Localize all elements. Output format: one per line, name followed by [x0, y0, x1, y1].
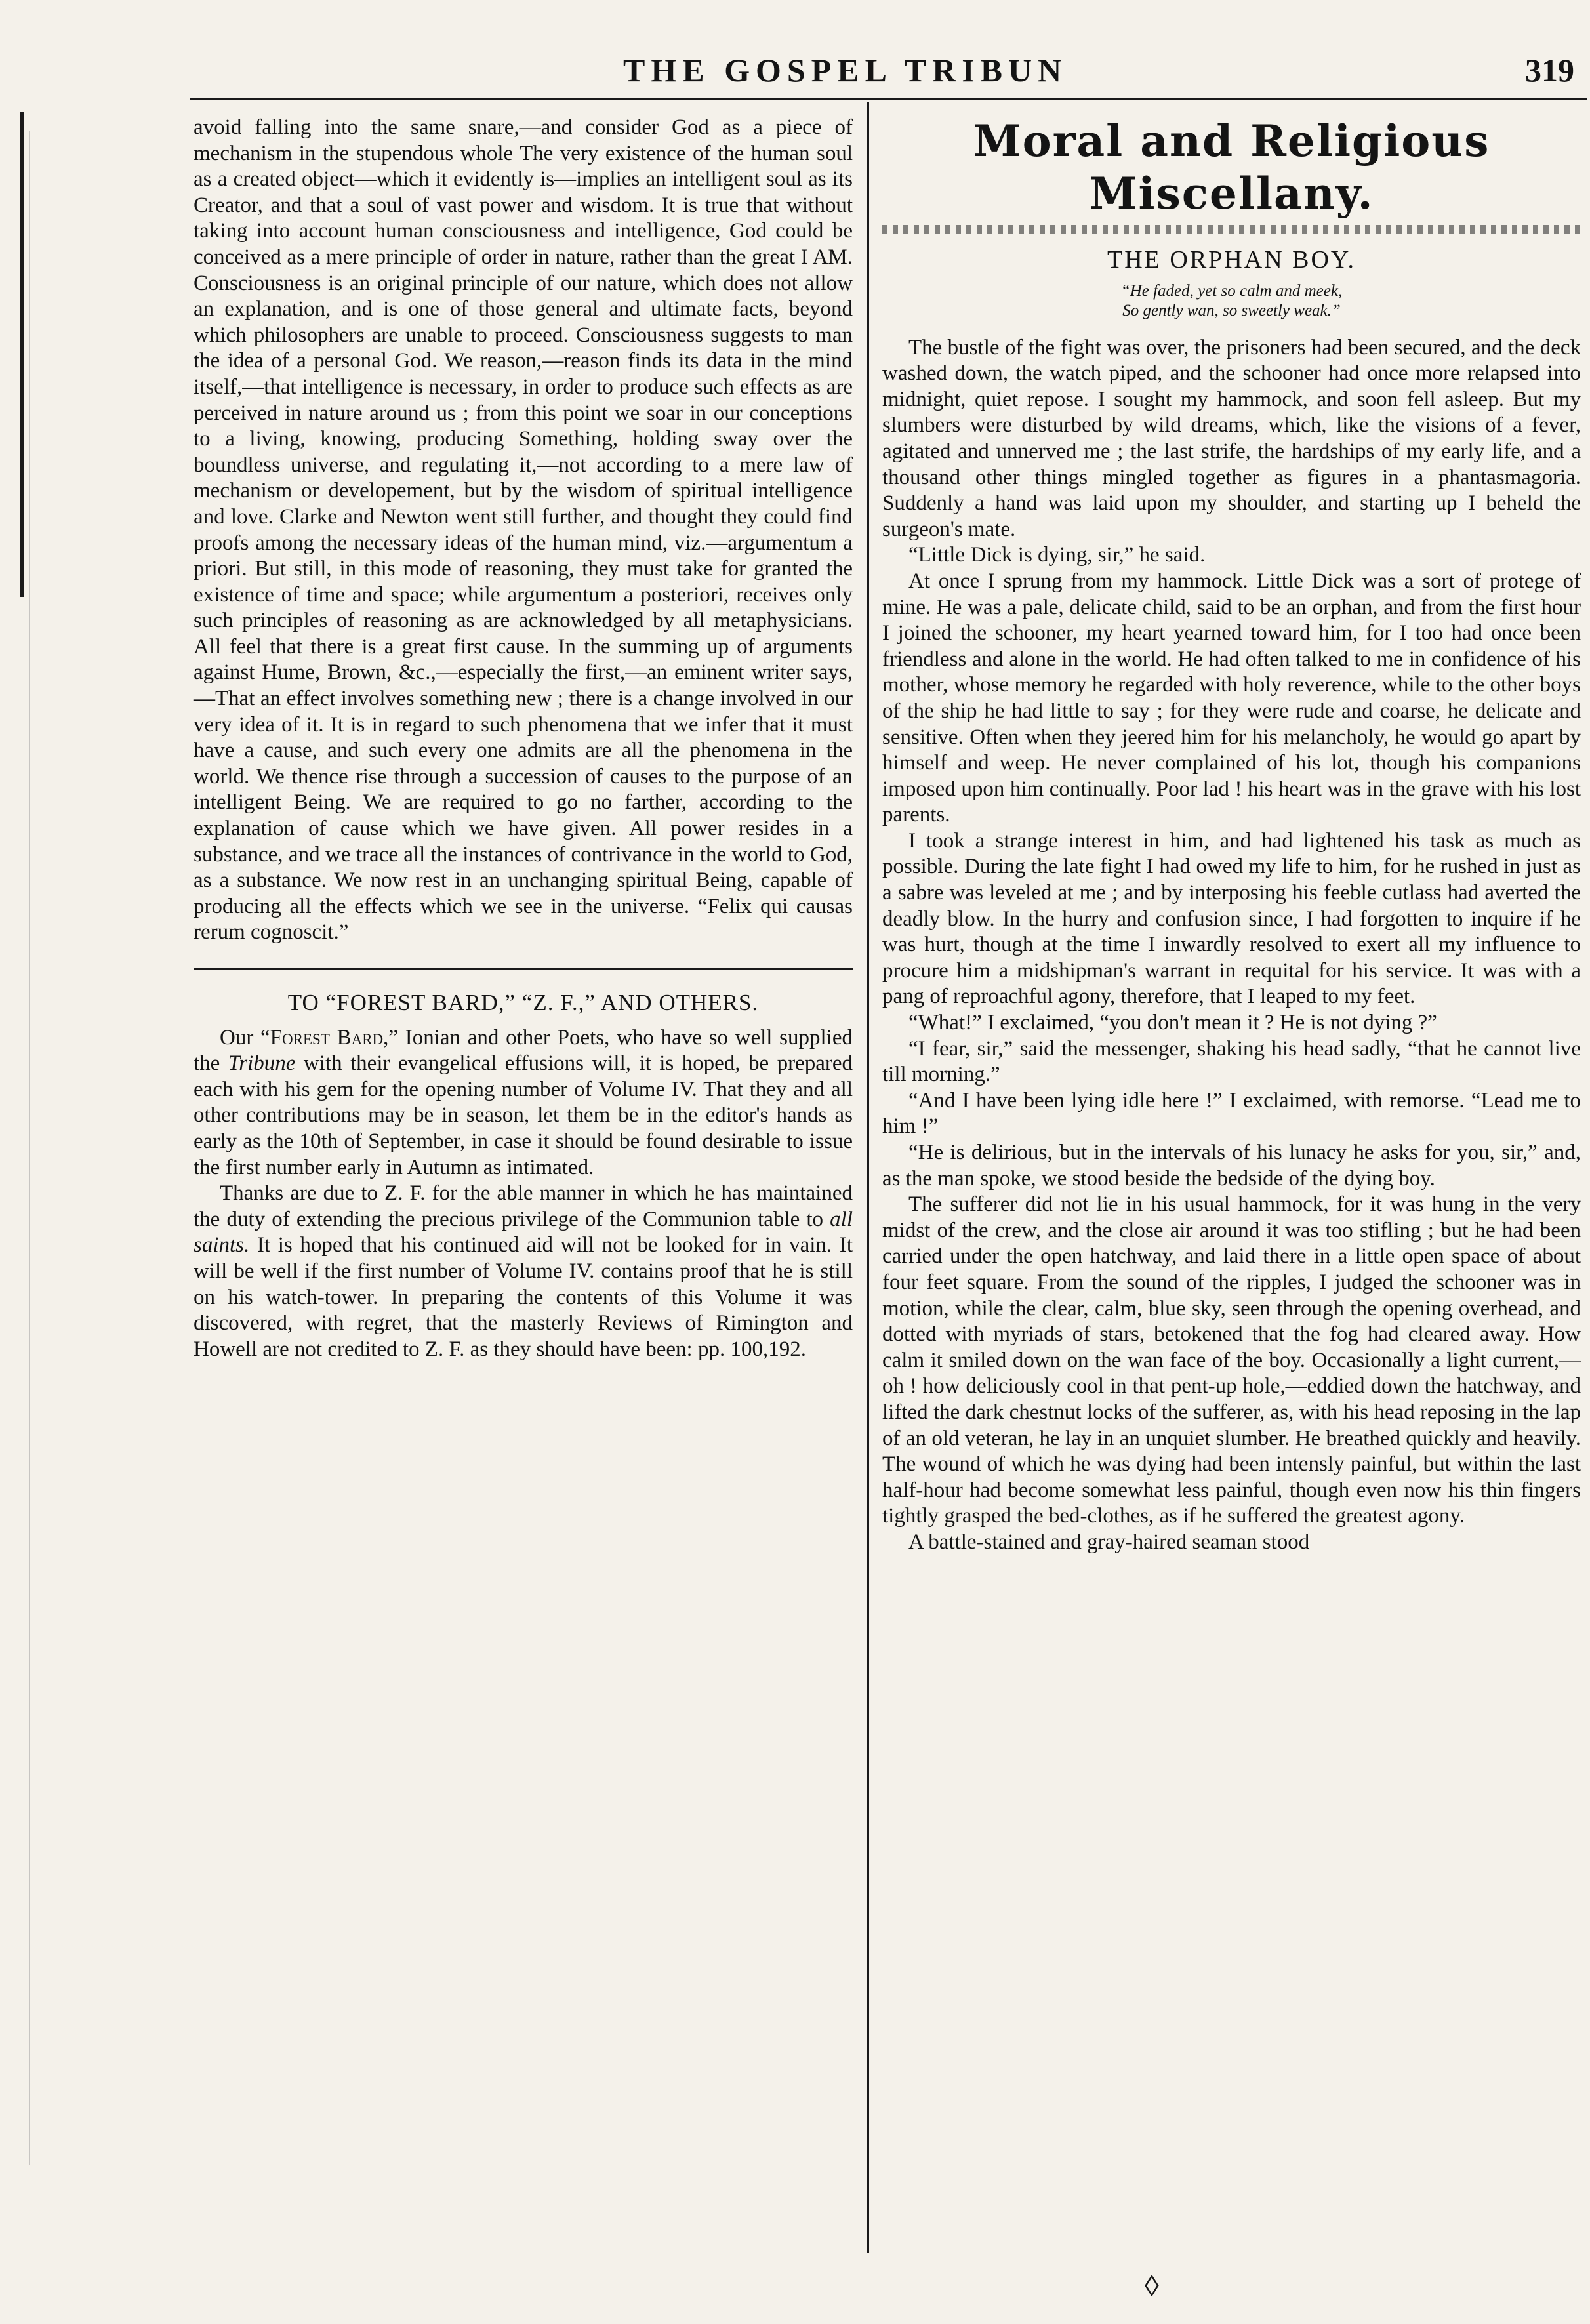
notice-heading: TO “FOREST BARD,” “Z. F.,” AND OTHERS.: [287, 990, 759, 1015]
story-paragraph: The sufferer did not lie in his usual hammock, for it was hung in the very midst of the crew, and the close air around it was too stifling ; but he had been carried under the open hatchway, and laid there in a little open space of about four feet square. From the sound of the ripples, I judged the schooner was in motion, while the clear, calm, blue sky, seen through the opening overhead, and dotted with myriads of stars, betokened that the fog had cleared away. How calm it smiled down on the wan face of the boy. Occasionally a light current,—oh ! how deliciously cool in that pent-up hole,—eddied down the hatchway, and lifted the dark chestnut locks of the sufferer, as, with his head reposing in the lap of an old veteran, he lay in an unquiet slumber. He breathed quickly and heavily. The wound of which he was dying had been intensly painful, but within the last half-hour had become somewhat less painful, though even now his thin fingers tightly grasped the bed-clothes, as if he suffered the greatest agony.: [882, 1193, 1581, 1528]
story-paragraph: I took a strange interest in him, and had lightened his task as much as possible. During the late fight I had owed my life to him, for he rushed in just as a sabre was leveled at me ; and by interposing his feeble cutlass had averted the deadly blow. In the hurry and confusion since, I had forgotten to inquire if he was hurt, though at the time I inwardly resolved to exert all my influence to procure him a midshipman's warrant in requital for his service. It was with a pang of reproachful agony, therefore, that I leaped to my feet.: [882, 828, 1581, 1009]
forest-bard-name: Forest Bard: [270, 1025, 384, 1050]
journal-name: Tribune: [228, 1051, 296, 1076]
story-paragraph: At once I sprung from my hammock. Little Dick was a sort of protege of mine. He was a pale, delicate child, said to be an orphan, and from the first hour I joined the schooner, my heart yearned toward him, for I too had once been friendless and alone in the world. He had often talked to me in confidence of his mother, whose memory he regarded with holy reverence, while to the other boys of the ship he had little to say ; for they were rude and coarse, he delicate and sensitive. Often when they jeered him for his melancholy, he would go apart by himself and weep. He never complained of his lot, though his companions imposed upon him continually. Poor lad ! his heart was in the grave with his lost parents.: [882, 569, 1581, 827]
story-paragraph: “And I have been lying idle here !” I exclaimed, with remorse. “Lead me to him !”: [882, 1088, 1581, 1139]
margin-ink-mark: [20, 112, 24, 597]
story-paragraph: “What!” I exclaimed, “you don't mean it ? He is not dying ?”: [908, 1011, 1437, 1035]
right-column: [882, 115, 1581, 1556]
story-paragraph: “He is delirious, but in the intervals of his lunacy he asks for you, sir,” and, as the man spoke, we stood beside the bedside of the dying boy.: [882, 1141, 1581, 1191]
story-title: THE ORPHAN BOY.: [1107, 246, 1356, 274]
notice-paragraph-2: Thanks are due to Z. F. for the able manner in which he has maintained the duty of extending the precious privilege of the Communion table to all saints. It is hoped that his continued aid will not be looked for in vain. It will be well if the first number of Volume IV. contains proof that he is still on his watch-tower. In preparing the contents of this Volume it was discovered, with regret, that the masterly Reviews of Rimington and Howell are not credited to Z. F. as they should have been: pp. 100,192.: [194, 1181, 853, 1361]
left-column: [194, 115, 853, 1362]
wavy-rule: [882, 225, 1581, 234]
epigraph-line-2: So gently wan, so sweetly weak.”: [1122, 301, 1341, 319]
page-header: [197, 39, 1587, 98]
story-paragraph: “I fear, sir,” said the messenger, shaking his head sadly, “that he cannot live till morning.”: [882, 1036, 1581, 1087]
epigraph: [882, 281, 1581, 321]
section-rule: [194, 968, 853, 970]
story-paragraph: “Little Dick is dying, sir,” he said.: [908, 543, 1206, 567]
all-saints-phrase: all saints.: [194, 1207, 853, 1257]
story-paragraph: A battle-stained and gray-haired seaman stood: [908, 1530, 1310, 1554]
header-rule: [190, 98, 1587, 100]
column-divider: [867, 102, 869, 2253]
epigraph-line-1: “He faded, yet so calm and meek,: [1120, 281, 1343, 300]
page-number: 319: [1525, 52, 1574, 89]
margin-fold-line: [29, 131, 30, 2165]
notice-paragraph-1: Our “Forest Bard,” Ionian and other Poets, who have so well supplied the Tribune with their evangelical effusions will, it is hoped, be prepared each with his gem for the opening number of Volume IV. That they and all other contributions may be in season, let them be in the editor's hands as early as the 10th of September, in case it should be found desirable to issue the first number early in Autumn as intimated.: [194, 1025, 853, 1179]
miscellany-heading: Moral and Religious Miscellany.: [973, 115, 1490, 219]
story-paragraph: The bustle of the fight was over, the prisoners had been secured, and the deck washed down, the watch piped, and the schooner had once more relapsed into midnight, quiet repose. I sought my hammock, and soon fell asleep. But my slumbers were disturbed by wild dreams, which, like the visions of a fever, agitated and unnerved me ; the last strife, the hardships of my early life, and a thousand other things mingled together as figures in a phantasmagoria. Suddenly a hand was laid upon my shoulder, and starting up I beheld the surgeon's mate.: [882, 335, 1581, 541]
running-title: THE GOSPEL TRIBUN: [623, 52, 1068, 89]
footer-ornament: ◊: [1145, 2270, 1159, 2302]
continued-paragraph: avoid falling into the same snare,—and consider God as a piece of mechanism in the stupendous whole The very existence of the human soul as a created object—which it evidently is—implies an intelligent soul as its Creator, and that a soul of vast power and wisdom. It is true that without taking into account human consciousness and intelligence, God could be conceived as a mere principle of order in nature, rather than the great I AM. Consciousness is an original principle of our nature, which does not allow an explanation, and is one of those general and ultimate facts, beyond which philosophers are unable to proceed. Consciousness suggests to man the idea of a personal God. We reason,—reason finds its data in the mind itself,—that intelligence is necessary, in order to produce such effects as are perceived in nature around us ; from this point we soar in our conceptions to a living, knowing, producing Something, holding sway over the boundless universe, and regulating it,—not according to a mere law of mechanism or developement, but by the wisdom of spiritual intelligence and love. Clarke and Newton went still further, and thought they could find proofs among the necessary ideas of the human mind, viz.—argumentum a priori. But still, in this mode of reasoning, they must take for granted the existence of time and space; while argumentum a posteriori, receives only such principles of reasoning as are acknowledged by all metaphysicians. All feel that there is a great first cause. In the summing up of arguments against Hume, Brown, &c.,—especially the first,—an eminent writer says,—That an effect involves something new ; there is a change involved in our very idea of it. It is in regard to such phenomena that we infer that it must have a cause, and such every one admits are all the phenomena in the world. We thence rise through a succession of causes to the purpose of an intelligent Being. We are required to go no farther, according to the explanation of cause which we have given. All power resides in a substance, and we trace all the instances of contrivance in the world to God, as a substance. We now rest in an unchanging spiritual Being, capable of producing all the effects which we see in the universe. “Felix qui causas rerum cognoscit.”: [194, 115, 853, 945]
